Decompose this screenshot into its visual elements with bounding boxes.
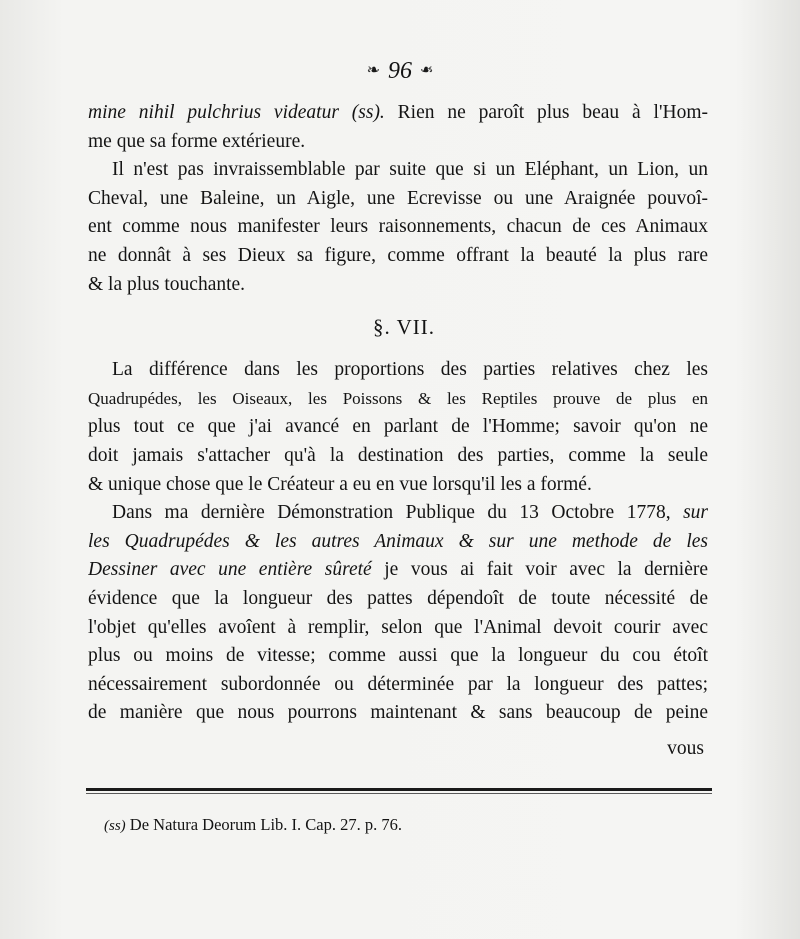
left-fleuron-icon: ❧ [366, 62, 380, 79]
paragraph4-line1-text: Dans ma dernière Démonstration Publique du 13 Octobre 1778, [112, 502, 684, 524]
paragraph4-line3-italic: Dessiner avec une entière sûreté [88, 559, 372, 581]
paragraph4-line8: de manière que nous pourrons maintenant & sans beaucoup de peine [88, 702, 708, 724]
paragraph4-line7: nécessairement subordonnée ou déterminée par la longueur des pattes; [88, 673, 708, 695]
paragraph3-line2: Quadrupédes, les Oiseaux, les Poissons & les Reptiles prouve de plus en [88, 388, 708, 408]
page-header [0, 58, 800, 84]
paragraph1-line1 [88, 99, 708, 128]
section-heading: §. VII. [372, 315, 436, 340]
paragraph1-line1-text: Rien ne paroît plus beau à l'Hom- [384, 102, 708, 123]
paragraph1-line2: me que sa forme extérieure. [88, 130, 306, 152]
footnote-rule [86, 788, 712, 791]
latin-quote: mine nihil pulchrius videatur (ss). [88, 102, 385, 123]
body-text [88, 99, 708, 728]
paragraph4-line3-text: je vous ai fait voir avec la dernière [371, 559, 708, 581]
paragraph4-line5: l'objet qu'elles avoîent à remplir, selon que l'Animal devoit courir avec [88, 616, 708, 638]
footnote-mark: (ss) [104, 818, 126, 834]
paragraph3-line5: & unique chose que le Créateur a eu en vue lorsqu'il les a formé. [88, 473, 592, 495]
paragraph3-line1: La différence dans les proportions des parties relatives chez les [112, 359, 708, 381]
footnote-rule-thin [86, 793, 712, 794]
paragraph2-line4: ne donnât à ses Dieux sa figure, comme offrant la beauté la plus rare [88, 244, 708, 266]
paragraph2-line2: Cheval, une Baleine, un Aigle, une Ecrevisse ou une Araignée pouvoî- [88, 187, 708, 209]
page-number: 96 [388, 58, 412, 84]
paragraph2-line1: Il n'est pas invraissemblable par suite que si un Eléphant, un Lion, un [112, 159, 708, 181]
paragraph4-line6: plus ou moins de vitesse; comme aussi que la longueur du cou étoît [88, 645, 708, 667]
paragraph4-line3 [88, 556, 708, 585]
paragraph3-line4: doit jamais s'attacher qu'à la destination des parties, comme la seule [88, 444, 708, 466]
paragraph4-line2: les Quadrupédes & les autres Animaux & sur une methode de les [88, 530, 708, 552]
paragraph2-line3: ent comme nous manifester leurs raisonnements, chacun de ces Animaux [88, 216, 708, 238]
paragraph4-line1 [88, 499, 708, 528]
footnote-text: De Natura Deorum Lib. I. Cap. 27. p. 76. [125, 815, 402, 834]
paragraph3-line3: plus tout ce que j'ai avancé en parlant de l'Homme; savoir qu'on ne [88, 416, 708, 438]
paragraph4-line1-italic: sur [683, 502, 708, 524]
footnote [104, 815, 402, 835]
right-fleuron-icon: ❧ [420, 62, 434, 79]
paragraph2-line5: & la plus touchante. [88, 273, 246, 295]
paragraph4-line4: évidence que la longueur des pattes dépendoît de toute nécessité de [88, 587, 708, 609]
catchword: vous [667, 738, 704, 759]
